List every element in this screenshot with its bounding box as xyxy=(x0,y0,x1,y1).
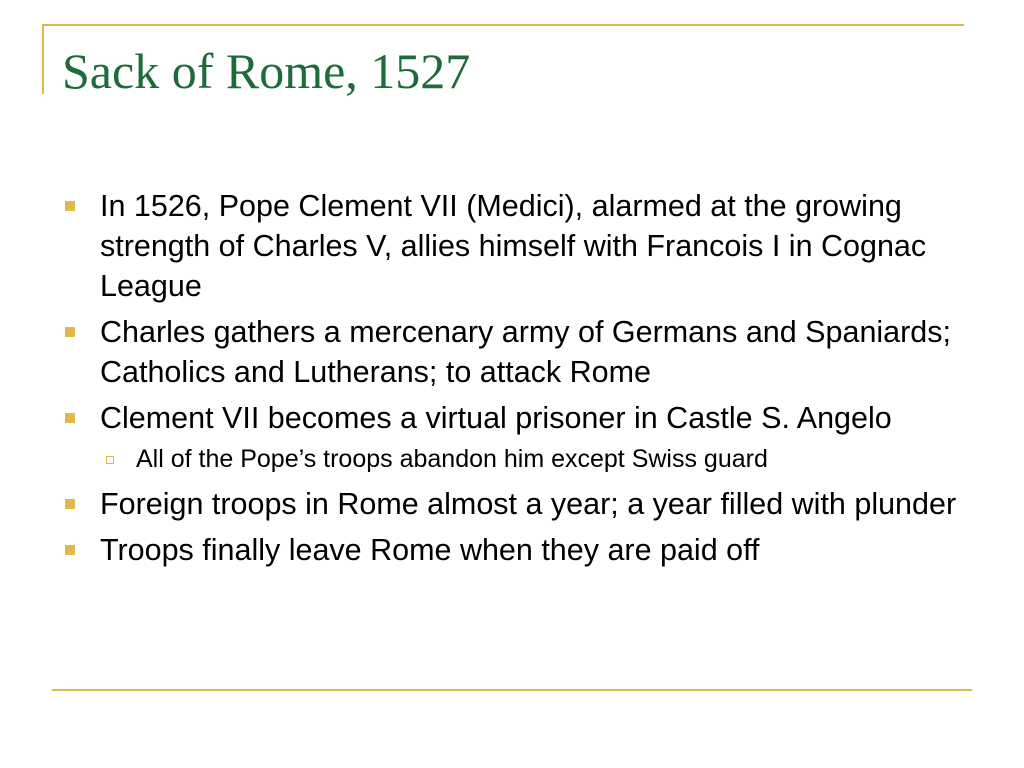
frame-left-line xyxy=(42,24,44,94)
slide-title: Sack of Rome, 1527 xyxy=(62,43,471,99)
bullet-text: Charles gathers a mercenary army of Germans and Spaniards; Catholics and Lutherans; to attack Rome xyxy=(100,315,951,389)
hollow-square-bullet-icon xyxy=(106,456,114,464)
sub-bullet-item xyxy=(62,442,962,476)
bullet-item xyxy=(62,530,962,570)
square-bullet-icon xyxy=(65,327,75,337)
bullet-list xyxy=(62,186,962,576)
bullet-item xyxy=(62,484,962,524)
square-bullet-icon xyxy=(65,201,75,211)
bullet-text: In 1526, Pope Clement VII (Medici), alarmed at the growing strength of Charles V, allies himself with Francois I in Cognac League xyxy=(100,189,927,303)
square-bullet-icon xyxy=(65,413,75,423)
frame-bottom-line xyxy=(52,689,972,691)
frame-top-line xyxy=(42,24,964,26)
bullet-text: Clement VII becomes a virtual prisoner in Castle S. Angelo xyxy=(100,401,892,435)
bullet-item xyxy=(62,312,962,392)
bullet-text: Troops finally leave Rome when they are paid off xyxy=(100,533,760,567)
square-bullet-icon xyxy=(65,499,75,509)
bullet-item xyxy=(62,186,962,306)
sub-bullet-text: All of the Pope’s troops abandon him except Swiss guard xyxy=(136,445,768,473)
bullet-item xyxy=(62,398,962,438)
square-bullet-icon xyxy=(65,545,75,555)
bullet-text: Foreign troops in Rome almost a year; a year filled with plunder xyxy=(100,487,957,521)
